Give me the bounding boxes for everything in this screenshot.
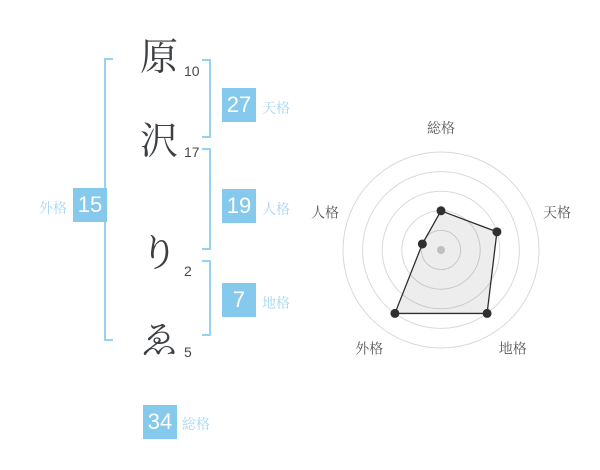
soukaku-badge: 34 [143, 405, 177, 439]
radar-data-point [483, 309, 492, 318]
gaikaku-badge: 15 [73, 188, 107, 222]
stroke-count-2: 17 [184, 144, 200, 160]
radar-chart-container [306, 112, 576, 372]
radar-axis-label: 外格 [355, 340, 384, 357]
stroke-count-4: 5 [184, 344, 192, 360]
stroke-count-1: 10 [184, 63, 200, 79]
soukaku-label: 総格 [182, 416, 210, 432]
name-char-4: ゑ [139, 320, 178, 362]
chikaku-badge: 7 [222, 283, 256, 317]
gaikaku-label: 外格 [39, 200, 67, 216]
radar-data-point [437, 206, 446, 215]
name-char-3: り [139, 233, 178, 275]
radar-axis-label: 地格 [498, 340, 527, 357]
name-char-1: 原 [139, 37, 178, 79]
jinkaku-bracket [202, 148, 211, 250]
radar-chart [306, 112, 576, 372]
jinkaku-label: 人格 [262, 201, 290, 217]
jinkaku-badge: 19 [222, 189, 256, 223]
stroke-count-3: 2 [184, 263, 192, 279]
tenkaku-label: 天格 [262, 100, 290, 116]
name-char-2: 沢 [139, 121, 178, 163]
radar-axis-label: 人格 [310, 204, 339, 221]
radar-axis-label: 総格 [427, 120, 455, 136]
radar-data-point [390, 309, 399, 318]
chikaku-label: 地格 [262, 295, 290, 311]
tenkaku-badge: 27 [222, 88, 256, 122]
radar-axis-label: 天格 [543, 204, 572, 221]
radar-center-dot [437, 246, 445, 254]
radar-data-point [418, 239, 427, 248]
radar-data-point [492, 227, 501, 236]
